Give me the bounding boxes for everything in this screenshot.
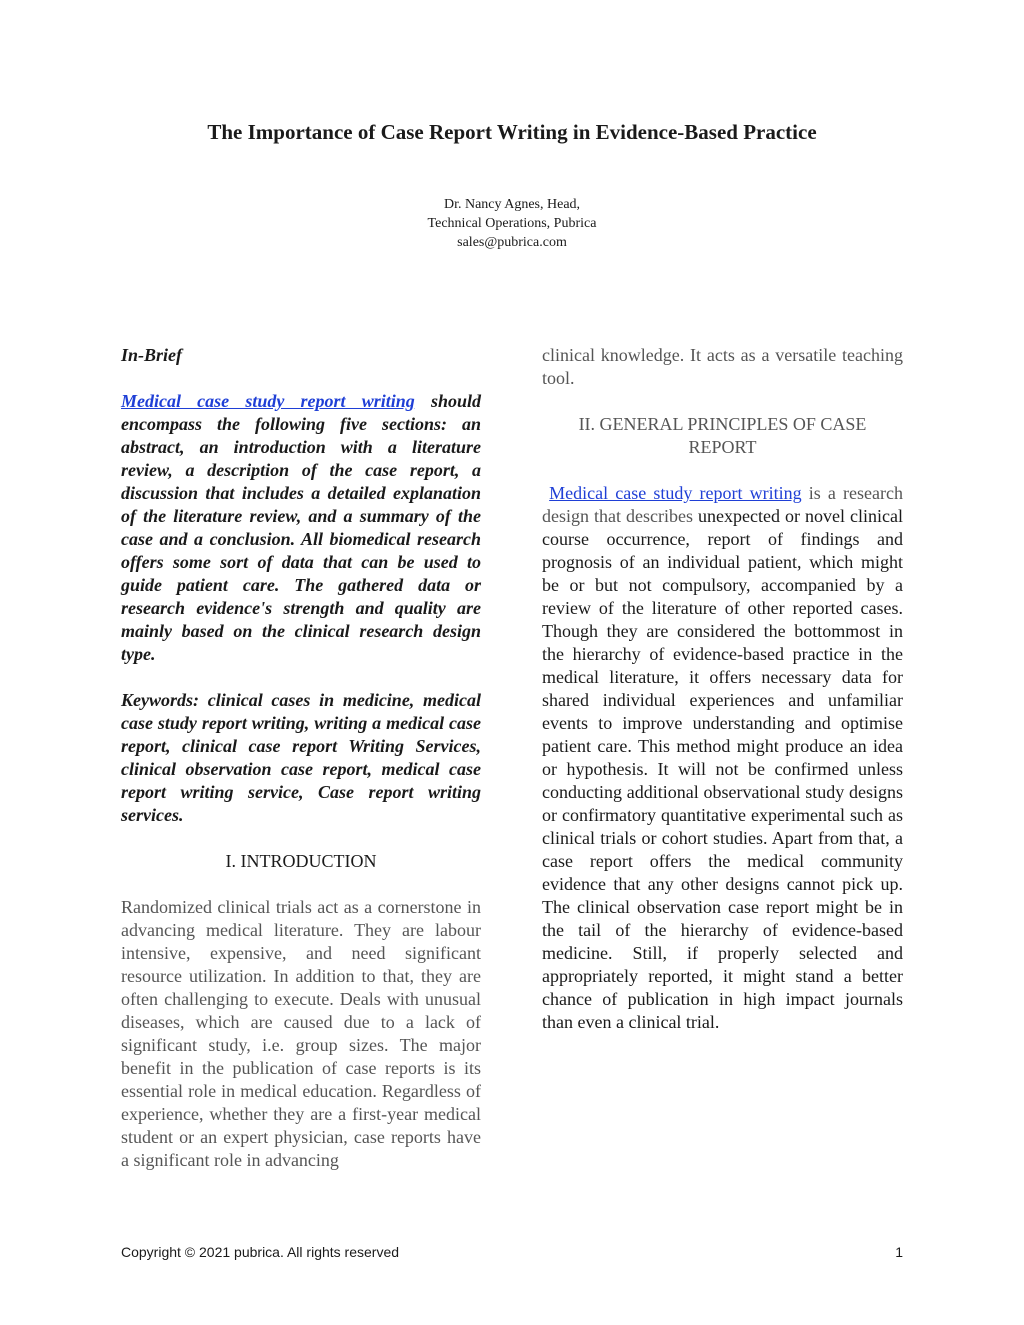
page-footer bbox=[121, 1244, 903, 1260]
principles-heading-line1: II. GENERAL PRINCIPLES OF CASE bbox=[578, 414, 867, 434]
introduction-paragraph: Randomized clinical trials act as a cornerstone in advancing medical literature. They are labour intensive, expensive, and need significant resource utilization. In addition to that, they are often challenging to execute. Deals with unusual diseases, which are caused due to a lack of significant study, i.e. group sizes. The major benefit in the publication of case reports is its essential role in medical education. Regardless of experience, whether they are a first-year medical student or an expert physician, case reports have a significant role in advancing bbox=[121, 897, 481, 1170]
principles-heading bbox=[542, 413, 903, 459]
principles-paragraph bbox=[542, 482, 903, 1034]
in-brief-paragraph bbox=[121, 390, 481, 666]
principles-link[interactable]: Medical case study report writing bbox=[549, 483, 802, 503]
in-brief-text: should encompass the following five sections: an abstract, an introduction with a literature review, a description of the case report, a discussion that includes a detailed explanation of the literature review, and a summary of the case and a conclusion. All biomedical research offers some sort of data that can be used to guide patient care. The gathered data or research evidence's strength and quality are mainly based on the clinical research design type. bbox=[121, 391, 482, 664]
in-brief-heading: In-Brief bbox=[121, 345, 183, 365]
principles-text: unexpected or novel clinical course occurrence, report of findings and prognosis of an individual patient, which might be or but not compulsory, accompanied by a review of the literature of other reported cases. Though they are considered the bottommost in the hierarchy of evidence-based practice in the medical literature, it offers necessary data for shared individual experiences and unfamiliar events to improve understanding and optimise patient care. This method might produce an idea or hypothesis. It will not be confirmed unless conducting additional observational study designs or confirmatory quantitative experimental such as clinical trials or cohort studies. Apart from that, a case report offers the medical community evidence that any other designs cannot pick up. The clinical observation case report might be in the tail of the hierarchy of evidence-based medicine. Still, if properly selected and appropriately reported, it might stand a better chance of publication in high impact journals than even a clinical trial. bbox=[542, 506, 903, 1032]
introduction-heading: I. INTRODUCTION bbox=[225, 851, 377, 871]
copyright-text: Copyright © 2021 pubrica. All rights reserved bbox=[121, 1244, 400, 1260]
page-number: 1 bbox=[895, 1244, 903, 1260]
in-brief-link[interactable]: Medical case study report writing bbox=[121, 391, 415, 411]
author-affiliation: Technical Operations, Pubrica bbox=[427, 216, 597, 231]
introduction-continuation: clinical knowledge. It acts as a versatile teaching tool. bbox=[542, 345, 903, 388]
author-email: sales@pubrica.com bbox=[457, 235, 567, 250]
keywords-paragraph: Keywords: clinical cases in medicine, medical case study report writing, writing a medical case report, clinical case report Writing Services, clinical observation case report, medical case report writing service, Case report writing services. bbox=[121, 690, 481, 825]
principles-heading-line2: REPORT bbox=[688, 437, 757, 457]
author-name: Dr. Nancy Agnes, Head, bbox=[443, 197, 581, 212]
left-column bbox=[121, 344, 481, 1172]
author-block bbox=[0, 195, 1024, 252]
right-column bbox=[542, 344, 903, 1034]
paper-title: The Importance of Case Report Writing in Evidence-Based Practice bbox=[207, 120, 817, 144]
principles-text-gray: is a research design that describes bbox=[542, 483, 903, 526]
